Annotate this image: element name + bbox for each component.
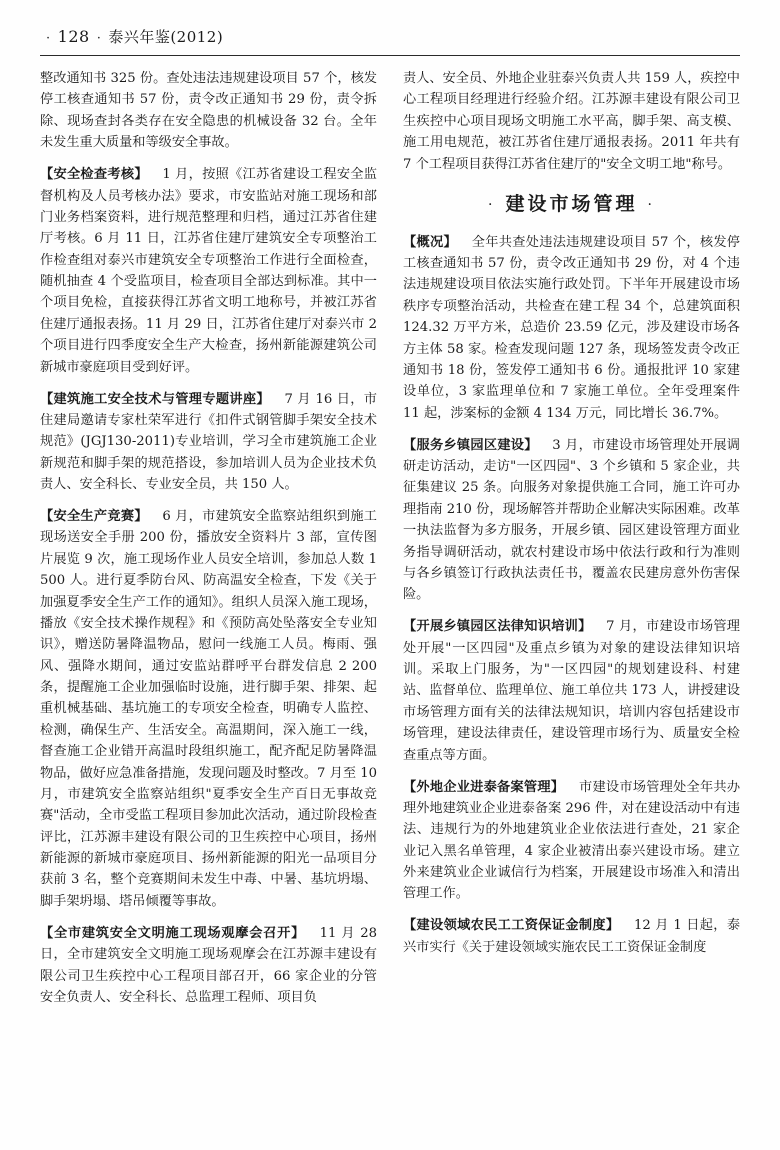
paragraph — [40, 164, 377, 378]
paragraph-text: 11 月 28 日，全市建筑安全文明施工现场观摩会在江苏源丰建设有限公司卫生疾控中心工程项目部召开，66 家企业的分管安全负责人、安全科长、总监理工程师、项目负 — [40, 925, 377, 1005]
paragraph — [40, 68, 377, 154]
spacer — [40, 915, 377, 923]
section-heading — [403, 189, 740, 220]
paragraph-text: 1 月，按照《江苏省建设工程安全监督机构及人员考核办法》要求，市安监站对施工现场和部门业务档案资料，进行规范整理和归档，通过江苏省住建厅考核。6 月 11 日，江苏省住建厅建筑安全专项整治工作检查组对泰兴市建筑安全专项整治工作进行全面检查，随机抽查 4 个受监项目，检查项目全部达到标准。其中一个项目免检，直接获得江苏省文明工地称号，并被江苏省住建厅通报表扬。11 月 29 日，江苏省住建厅对泰兴市 2 个项目进行四季度安全生产大检查，扬州新能源建筑公司新城市豪庭项目受到好评。 — [40, 167, 377, 375]
paragraph — [403, 68, 740, 175]
paragraph-text: 责人、安全员、外地企业驻泰兴负责人共 159 人，疾控中心工程项目经理进行经验介绍。江苏源丰建设有限公司卫生疾控中心项目现场文明施工水平高，脚手架、高支模、施工用电规范，被江苏省住建厅通报表扬。2011 年共有 7 个工程项目获得江苏省住建厅的"安全文明工地"称号。 — [403, 71, 740, 172]
book-title: 泰兴年鉴(2012) — [108, 28, 224, 46]
paragraph-text: 市建设市场管理处全年共办理外地建筑业企业进泰备案 296 件，对在建设活动中有违法、违规行为的外地建筑业企业依法进行查处，21 家企业记入黑名单管理，4 家企业被清出泰兴建设市场。建立外来建筑业企业诚信行为档案，开展建设市场准入和清出管理工作。 — [403, 779, 741, 902]
entry-heading: 【外地企业进泰备案管理】 — [403, 779, 565, 795]
paragraph-text: 3 月，市建设市场管理处开展调研走访活动，走访"一区四园"、3 个乡镇和 5 家企业，共征集建议 25 条。向服务对象提供施工合同，施工许可办理指南 210 份，现场解答并帮助企业解决实际困难。改革一执法监督为多方服务，开展乡镇、园区建设管理方面业务指导调研活动，就农村建设市场中依法行政和行为准则与各乡镇签订行政执法责任书，覆盖农民建房意外伤害保险。 — [403, 437, 740, 603]
paragraph — [403, 915, 740, 958]
entry-heading: 【安全检查考核】 — [40, 167, 148, 183]
entry-heading: 【建筑施工安全技术与管理专题讲座】 — [40, 391, 270, 407]
entry-heading: 【建设领域农民工工资保证金制度】 — [403, 918, 620, 934]
paragraph — [403, 616, 740, 766]
paragraph-text: 7 月，市建设市场管理处开展"一区四园"及重点乡镇为对象的建设法律知识培训。采取上门服务，为"一区四园"的规划建设科、村建站、监督单位、监理单位、施工单位共 173 人，讲授建设市场管理方面有关的法律法规知识，培训内容包括建设市场管理，建设法律责任，建设管理市场行为、质量安全检查重点等方面。 — [403, 619, 740, 763]
spacer — [40, 156, 377, 164]
entry-heading: 【概况】 — [403, 234, 457, 250]
right-column — [403, 68, 740, 1130]
paragraph — [40, 389, 377, 496]
paragraph-text: 6 月，市建筑安全监察站组织到施工现场送安全手册 200 份，播放安全资料片 3 部，宣传图片展览 9 次，施工现场作业人员安全培训，参加总人数 1 500 人。进行夏季防台风、防高温安全检查，下发《关于加强夏季安全生产工作的通知》。组织人员深入施工现场，播放《安全技术操作规程》和《预防高处坠落安全专业知识》，赠送防暑降温物品，慰问一线施工人员。梅雨、强风、强降水期间，通过安监站群呼平台群发信息 2 200 条，提醒施工企业加强临时设施，进行脚手架、排架、起重机械基础、基坑施工的专项安全检查，明确专人监控、检测，确保生产、生活安全。高温期间，深入施工一线，督查施工企业错开高温时段组织施工，配齐配足防暑降温物品，做好应急准备措施，发现问题及时整改。7 月至 10 月，市建筑安全监察站组织"夏季安全生产百日无事故竞赛"活动，全市受监工程项目参加此次活动，通过阶段检查评比，江苏源丰建设有限公司的卫生疾控中心项目，扬州新能源的新城市豪庭项目、扬州新能源的阳光一品项目分获前 3 名，整个竞赛期间未发生中毒、中暑、基坑坍塌、脚手架坍塌、塔吊倾覆等事故。 — [40, 509, 377, 909]
runhead-mid-dot: · — [96, 31, 102, 46]
spacer — [40, 381, 377, 389]
paragraph — [403, 232, 740, 424]
runhead-left-dot: · — [46, 31, 51, 46]
spacer — [403, 769, 740, 777]
spacer — [403, 427, 740, 435]
paragraph-text: 7 月 16 日，市住建局邀请专家杜荣军进行《扣件式钢管脚手架安全技术规范》(JGJ130-2011)专业培训，学习全市建筑施工企业新规范和脚手架的规范搭设，参加培训人员为企业技术负责人、安全科长、专业安全员，共 150 人。 — [40, 391, 377, 492]
spacer — [403, 608, 740, 616]
left-column — [40, 68, 377, 1130]
spacer — [40, 498, 377, 506]
body-columns — [40, 68, 740, 1130]
paragraph — [403, 435, 740, 606]
section-left-deco: · — [488, 196, 496, 213]
header-rule — [40, 55, 740, 56]
paragraph — [40, 923, 377, 1009]
paragraph-text: 全年共查处违法违规建设项目 57 个，核发停工核查通知书 57 份，责令改正通知书 29 份，对 4 个违法违规建设项目依法实施行政处罚。下半年开展建设市场秩序专项整治活动，共检查在建工程 34 个，总建筑面积 124.32 万平方米，总造价 23.59 亿元，涉及建设市场各方主体 58 家。检查发现问题 127 条，现场签发责令改正通知书 18 份，签发停工通知书 6 份。通报批评 10 家建设单位，3 家监理单位和 7 家施工单位。全年受理案件 11 起，涉案标的金额 4 134 万元，同比增长 36.7%。 — [403, 234, 740, 421]
entry-heading: 【开展乡镇园区法律知识培训】 — [403, 619, 592, 635]
entry-heading: 【服务乡镇园区建设】 — [403, 437, 538, 453]
paragraph-text: 整改通知书 325 份。查处违法违规建设项目 57 个，核发停工核查通知书 57 份，责令改正通知书 29 份，责令拆除、现场查封各类存在安全隐患的机械设备 32 台。全年未发生重大质量和等级安全事故。 — [40, 71, 377, 151]
entry-heading: 【安全生产竞赛】 — [40, 509, 148, 524]
paragraph — [403, 777, 740, 905]
paragraph-text: 12 月 1 日起，泰兴市实行《关于建设领域实施农民工工资保证金制度 — [403, 918, 741, 955]
spacer — [403, 907, 740, 915]
running-head — [40, 26, 740, 52]
paragraph — [40, 506, 377, 912]
entry-heading: 【全市建筑安全文明施工现场观摩会召开】 — [40, 925, 306, 941]
section-heading-text: 建设市场管理 — [505, 192, 638, 215]
page-number: 128 — [57, 27, 90, 46]
section-right-deco: · — [647, 196, 655, 213]
